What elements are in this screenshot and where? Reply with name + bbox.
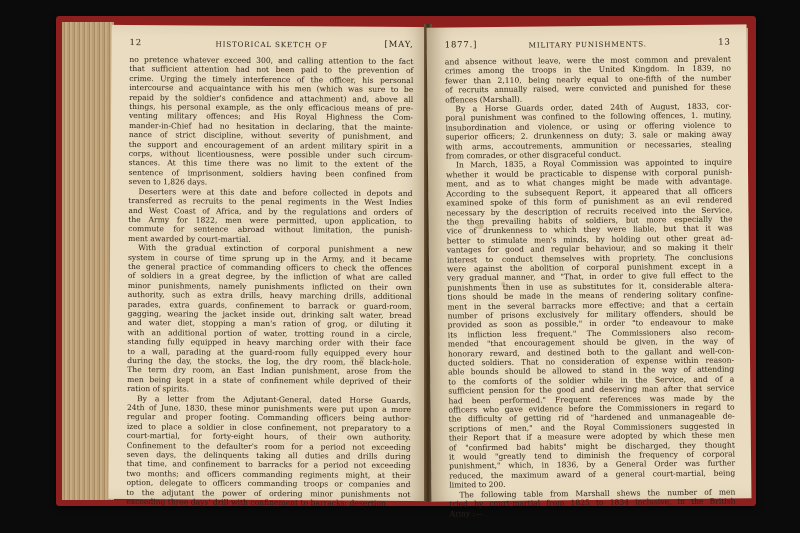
text-line: Army :— [449, 508, 483, 518]
text-line: to the comforts of the soldier while in the Service, and of a [448, 374, 735, 387]
text-line: seven days, the delinquents taking all duties and drills during [126, 450, 411, 462]
text-line: its infliction less frequent." The Commissioners also recom- [447, 327, 734, 340]
text-line: offences (Marshall). [445, 94, 523, 105]
text-line: whether it would be practicable to dispense with corporal punish- [446, 167, 733, 180]
text-line: limited to 200. [449, 480, 506, 490]
text-line: option, delegate to officers commanding troops or companies and [126, 478, 411, 490]
text-line: ment awarded by court-martial. [128, 233, 251, 244]
text-line: sentence of imprisonment, soldiers having been confined from [128, 167, 413, 179]
text-line: seven to 1,826 days. [128, 177, 208, 187]
left-running-head: HISTORICAL SKETCH OF [215, 39, 328, 50]
text-line: corps, without licentiousness, were possible under such circum- [128, 149, 413, 161]
text-line: officers who gave evidence before the Commissioners in regard to [448, 402, 735, 415]
text-line: it would "greatly tend to diminish the frequency of corporal [448, 449, 736, 462]
text-line: tions should be made in the means of rendering solitary confine- [447, 289, 734, 302]
text-line: better to stimulate men's minds, by holding out other great ad- [446, 233, 733, 246]
text-line: examined spoke of this form of punishment as an evil rendered [446, 195, 733, 208]
text-line: interest to conduct themselves with propriety. The conclusions [446, 252, 733, 265]
foxing-spot [359, 357, 364, 361]
text-line: very gradual manner, and "That, in order to give full effect to the [447, 270, 734, 283]
text-line: reduced, the maximum award of a general court-martial, being [449, 468, 736, 481]
text-line: venting military offences; and His Royal Highness the Com- [128, 111, 414, 123]
text-line: their Report that if a measure were adopted by which these men [448, 430, 735, 443]
text-line: Confinement to the defaulter's room for a period not exceeding [126, 440, 411, 452]
text-line: that time, and confinement to barracks for a period not exceeding [126, 459, 411, 471]
text-line: punishment," which, in 1836, by a General Order was further [449, 458, 736, 471]
text-line: of recruits annually raised, were convicted and punished for these [445, 82, 732, 95]
text-line: able bounds should be allowed to stand in the way of attending [448, 364, 735, 377]
text-line: ment, and as to what changes might be made with advantage. [446, 176, 733, 189]
text-line: With the gradual extinction of corporal punishment a new [138, 243, 413, 255]
text-line: ration of spirits. [127, 384, 190, 394]
text-line: nance of strict discipline, without severity of punishment, and [128, 130, 413, 142]
text-line: stances. At this time there was no limit to the extent of the [128, 158, 413, 170]
text-line: crime. Urging the timely interference of the officer, his personal [129, 73, 414, 85]
text-line: the difficulty of getting rid of "hardened and unmanageable de- [448, 411, 735, 424]
text-line: the then prevailing habits of soldiers, but more especially the [446, 214, 733, 227]
text-line: number of prisons exclusively for military offenders, should be [447, 308, 734, 321]
text-line: two months; and officers commanding regiments might, at their [126, 468, 411, 480]
text-line: no pretence whatever exceed 300, and calling attention to the fact [129, 55, 414, 67]
left-page [108, 25, 429, 508]
text-line: provided as soon as possible," in order "to endeavour to make [447, 317, 734, 330]
text-line: necessary by the description of recruits received into the Service, [446, 204, 733, 217]
text-line: According to the subsequent Report, it appeared that all officers [446, 186, 733, 199]
right-page-number: 13 [718, 37, 731, 48]
text-line: that sufficient attention had not been paid to the prevention of [129, 64, 414, 76]
text-line: of "confirmed bad habits" might be discharged, they thought [448, 440, 735, 453]
text-line: honorary reward, and destined both to the gallant and well-con- [447, 346, 734, 359]
text-line: insubordination and violence, or using or offering violence to [445, 120, 732, 133]
text-line: parades, extra guards, confinement to barrack or guard-room, [127, 299, 412, 311]
text-line: things, his personal example, as the only efficacious means of pre- [129, 102, 414, 114]
text-line: with an additional portion of water, trotting round in a circle, [127, 327, 412, 339]
right-page [427, 24, 752, 518]
text-line: By a letter from the Adjutant-General, dated Horse Guards, [137, 393, 412, 405]
text-line: vice of drunkenness to which they were liable, but that it was [446, 223, 733, 236]
text-line: Deserters were at this date and before collected in depots and [138, 186, 413, 198]
text-line: to a wall, parading at the guard-room fully equipped every hour [127, 346, 412, 358]
text-line: poral punishment was confined to the following offences, 1. mutiny, [445, 110, 732, 123]
text-line: scriptions of men," and the Royal Commissioners suggested in [448, 421, 735, 434]
text-line: standing fully equipped in heavy marching order with their face [127, 337, 412, 349]
text-line: commute for sentence abroad without limitation, the punish- [128, 224, 413, 236]
text-line: punishments then in use as substitutes for it, considerable altera- [447, 280, 734, 293]
foxing-spot [501, 282, 505, 286]
text-line: tried by court-martial from 1825 to 1834 inclusive, in the British [449, 496, 736, 509]
text-line: and water diet, stopping a man's ration of grog, or diluting it [127, 318, 412, 330]
left-page-edges [62, 22, 114, 500]
text-line: By a Horse Guards order, dated 24th of August, 1833, cor- [455, 101, 732, 114]
text-line: ment in the several barracks more effective; and that a certain [447, 299, 734, 312]
text-line: The following table from Marshall shews the number of men [459, 487, 736, 500]
text-line: ducted soldiers. That no consideration of expense within reason- [447, 355, 735, 368]
text-line: authority, such as extra drills, heavy marching drills, additional [127, 290, 412, 302]
right-running-head: MILITARY PUNISHMENTS. [528, 39, 647, 50]
right-page-header [445, 39, 731, 54]
right-page-body [445, 55, 736, 519]
text-line: intercourse and acquaintance with his men (which was sure to be [129, 83, 414, 95]
text-line: the Army for 1822, men were permitted, upon application, to [128, 214, 413, 226]
text-line: repaid by the soldier's confidence and attachment) and, above all [129, 92, 414, 104]
text-line: minor punishments, namely punishments inflicted on their own [127, 280, 412, 292]
text-line: system in course of time sprung up in the Army, and it became [128, 252, 413, 264]
text-line: In March, 1835, a Royal Commission was appointed to inquire [455, 157, 733, 170]
text-line: court-martial, for forty-eight hours, of their own authority. [126, 431, 411, 443]
text-line: had been performed." Frequent references was made by the [448, 393, 735, 406]
text-line: from comrades, or other disgraceful conduct. [445, 149, 622, 161]
left-page-body [126, 55, 413, 508]
text-line: vantages for good and regular behaviour, and so making it their [446, 242, 733, 255]
text-line: during the day, the stocks, the log, the dry room, the black-hole. [127, 356, 412, 367]
text-line: 24th of June, 1830, these minor punishments were put upon a more [126, 403, 412, 415]
left-page-number: 12 [129, 38, 142, 49]
foxing-spot [477, 223, 484, 229]
text-line: mended "that encouragement should be given, in the way of [447, 336, 734, 349]
left-page-header [129, 39, 413, 53]
text-line: superior officers; 2. drunkenness on duty; 3. sale or making away [445, 129, 732, 142]
text-line: gagging, wearing the jacket inside out, drinking salt water, bread [127, 308, 412, 320]
text-line: crimes among the troops in the United Kingdom. In 1839, no [444, 63, 732, 76]
text-line: exceeding three days' drill with confinement to barracks; desertion [126, 497, 386, 508]
text-line: transferred as recruits to the penal regiments in the West Indies [128, 196, 413, 208]
open-book [52, 14, 760, 518]
text-line: to the adjutant the power of ordering minor punishments not [126, 487, 411, 499]
text-line: with arms, accoutrements, ammunition or necessaries, stealing [445, 139, 732, 152]
text-line: The term dry room, an East Indian punishment, arose from the [127, 365, 412, 377]
text-line: the support and encouragement of an ardent military spirit in a [128, 139, 413, 151]
text-line: sufficient pension for the good and deserving man after that service [448, 383, 735, 396]
text-line: regular and proper footing. Commanding officers being author- [126, 412, 411, 424]
text-line: the general practice of commanding officers to check the offences [127, 261, 412, 273]
text-line: were against the abolition of corporal punishment except in a [447, 261, 734, 274]
left-running-date: [MAY, [384, 39, 414, 51]
text-line: and West Coast of Africa, and by the regulations and orders of [128, 205, 413, 217]
text-line: of soldiers in a great degree, by the infliction of what are called [127, 271, 412, 283]
right-running-date: 1877.] [444, 40, 478, 51]
text-line: fewer than 2,110, being nearly equal to one-fifth of the number [445, 73, 732, 86]
text-line: men being kept in a state of confinement while deprived of their [127, 374, 412, 386]
text-line: and absence without leave, were the most common and prevalent [444, 54, 731, 67]
text-line: mander-in-Chief had no hesitation in declaring, that the mainte- [128, 120, 413, 132]
text-line: ized to place a soldier in close confinement, not preparatory to a [126, 421, 411, 433]
